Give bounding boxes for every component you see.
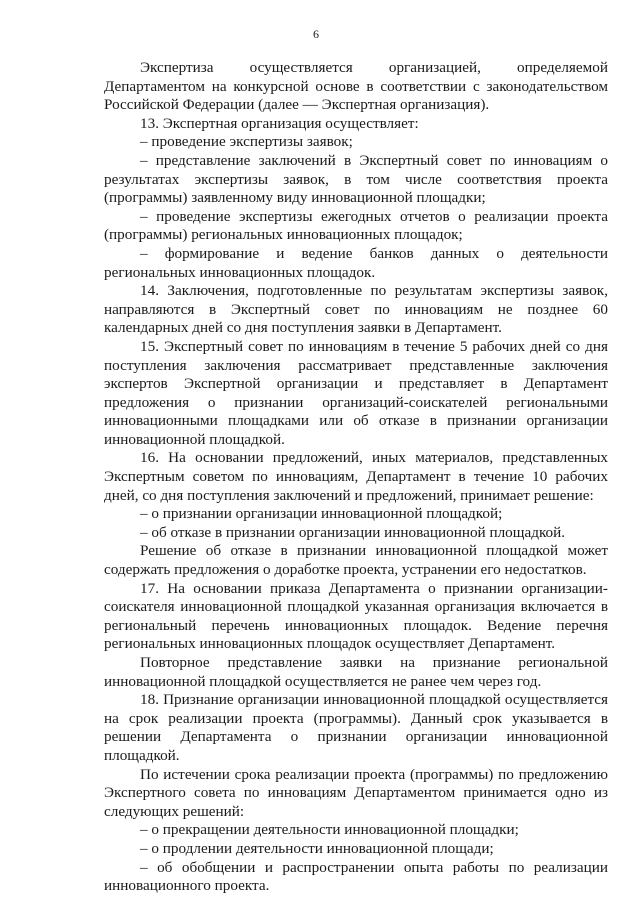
list-item: – формирование и ведение банков данных о деятельности региональных инновационных площадок. [104,244,608,281]
paragraph-expertise-intro: Экспертиза осуществляется организацией, определяемой Департаментом на конкурсной основе в соответствии с законодательством Российской Федерации (далее — Экспертная организация). [104,59,608,114]
clause-13: 13. Экспертная организация осуществляет: [140,114,419,132]
list-item: – об отказе в признании организации инновационной площадкой. [140,523,566,541]
paragraph-repeat-application: Повторное представление заявки на признание региональной инновационной площадкой осуществляется не ранее чем через год. [104,654,608,690]
clause-14: 14. Заключения, подготовленные по результатам экспертизы заявок, направляются в Экспертный совет по инновациям не позднее 60 календарных дней со дня поступления заявки в Департамент. [104,282,608,337]
clause-16: 16. На основании предложений, иных материалов, представленных Экспертным советом по инновациям, Департамент в течение 10 рабочих дней, со дня поступления заключений и предложений, принимает решение: [104,449,608,504]
page-number: 6 [313,27,319,41]
document-body [104,59,608,896]
clause-15: 15. Экспертный совет по инновациям в течение 5 рабочих дней со дня поступления заключения рассматривает представленные заключения экспертов Экспертной организации и представляет в Департамент предложения о признании организаций-соискателей региональными инновационными площадками или об отказе в признании организации инновационной площадкой. [104,337,608,448]
list-item: – об обобщении и распространении опыта работы по реализации инновационного проекта. [104,858,608,895]
clause-17: 17. На основании приказа Департамента о признании организации-соискателя инновационной площадкой указанная организация включается в региональный перечень инновационных площадок. Ведение перечня региональных инновационных площадок осуществляет Департамент. [104,579,608,653]
list-item: – представление заключений в Экспертный совет по инновациям о результатах экспертизы заявок, в том числе соответствия проекта (программы) заявленному виду инновационной площадки; [104,151,608,207]
paragraph-term-expiry: По истечении срока реализации проекта (программы) по предложению Экспертного совета по инновациям Департаментом принимается одно из следующих решений: [104,765,608,820]
list-item: – проведение экспертизы ежегодных отчетов о реализации проекта (программы) региональных инновационных площадок; [104,207,608,244]
list-item: – о прекращении деятельности инновационной площадки; [140,821,519,839]
clause-18: 18. Признание организации инновационной площадкой осуществляется на срок реализации проекта (программы). Данный срок указывается в решении Департамента о признании организации инновационной площадкой. [104,691,608,764]
list-item: – о признании организации инновационной площадкой; [140,505,503,523]
paragraph-refusal-decision: Решение об отказе в признании инновационной площадкой может содержать предложения о доработке проекта, устранении его недостатков. [104,542,608,579]
list-item: – о продлении деятельности инновационной площади; [140,839,494,857]
list-item: – проведение экспертизы заявок; [140,133,353,151]
